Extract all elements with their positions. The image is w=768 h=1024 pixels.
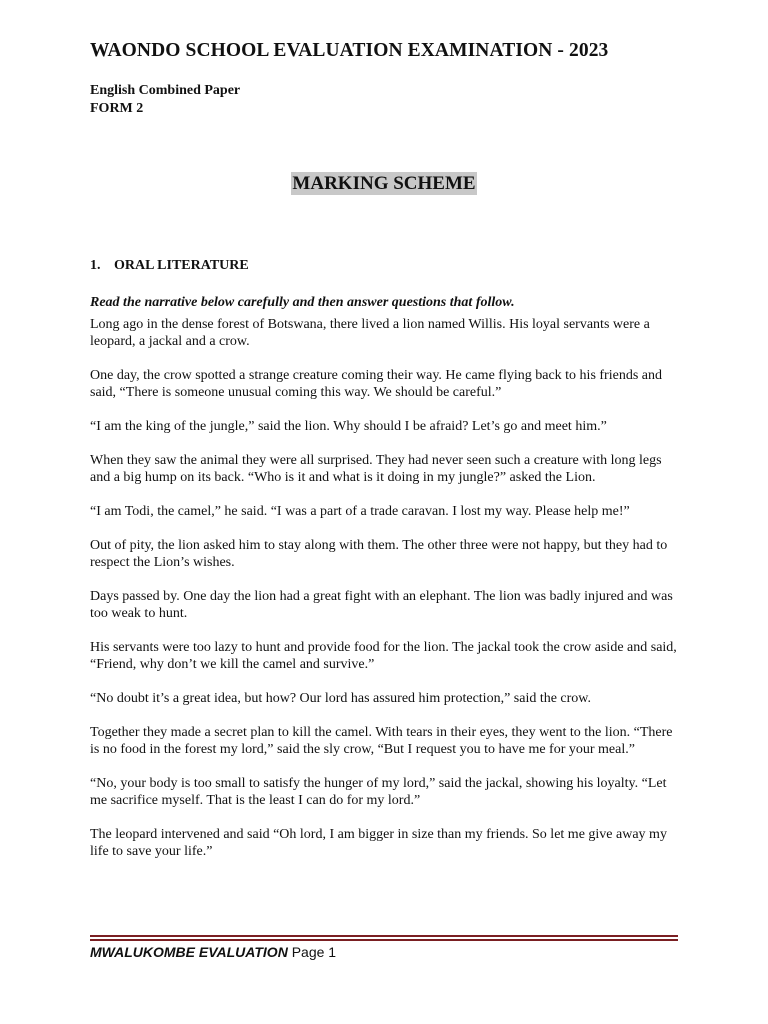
footer-organization: MWALUKOMBE EVALUATION [90,944,288,960]
narrative-paragraph: His servants were too lazy to hunt and provide food for the lion. The jackal took the crow aside and said, “Friend, why don’t we kill the camel and survive.” [90,640,677,672]
narrative-paragraph: “No, your body is too small to satisfy the hunger of my lord,” said the jackal, showing his loyalty. “Let me sacrifice myself. That is the least I can do for my lord.” [90,776,667,808]
narrative-paragraph: Long ago in the dense forest of Botswana, there lived a lion named Willis. His loyal servants were a leopard, a jackal and a crow. [90,317,650,349]
form-level: FORM 2 [90,101,144,116]
narrative-paragraph: “No doubt it’s a great idea, but how? Our lord has assured him protection,” said the crow. [90,691,592,706]
section-heading [90,258,249,274]
narrative-paragraph: “I am the king of the jungle,” said the lion. Why should I be afraid? Let’s go and meet him.” [90,419,607,434]
section-title: ORAL LITERATURE [114,258,249,273]
page-footer [90,944,336,960]
narrative-paragraph: Out of pity, the lion asked him to stay along with them. The other three were not happy, but they had to respect the Lion’s wishes. [90,538,668,570]
footer-divider [90,935,678,941]
narrative-paragraph: When they saw the animal they were all surprised. They had never seen such a creature with long legs and a big hump on its back. “Who is it and what is it doing in my jungle?” asked the Lion. [90,453,662,485]
narrative-paragraph: One day, the crow spotted a strange creature coming their way. He came flying back to his friends and said, “There is someone unusual coming this way. We should be careful.” [90,368,662,400]
marking-scheme-heading: MARKING SCHEME [292,173,476,194]
narrative-paragraph: Days passed by. One day the lion had a great fight with an elephant. The lion was badly injured and was too weak to hunt. [90,589,673,621]
narrative-paragraph: The leopard intervened and said “Oh lord, I am bigger in size than my friends. So let me give away my life to save your life.” [90,827,667,859]
narrative-paragraph: Together they made a secret plan to kill the camel. With tears in their eyes, they went to the lion. “There is no food in the forest my lord,” said the sly crow, “But I request you to have me for your meal.” [90,725,673,757]
marking-scheme-heading-wrap [0,172,768,195]
paper-name: English Combined Paper [90,83,241,98]
page-number: Page 1 [291,944,337,960]
narrative-paragraph: “I am Todi, the camel,” he said. “I was a part of a trade caravan. I lost my way. Please help me!” [90,504,630,519]
instruction-text: Read the narrative below carefully and then answer questions that follow. [90,295,515,310]
exam-title: WAONDO SCHOOL EVALUATION EXAMINATION - 2023 [90,40,609,61]
section-number: 1. [90,258,101,273]
